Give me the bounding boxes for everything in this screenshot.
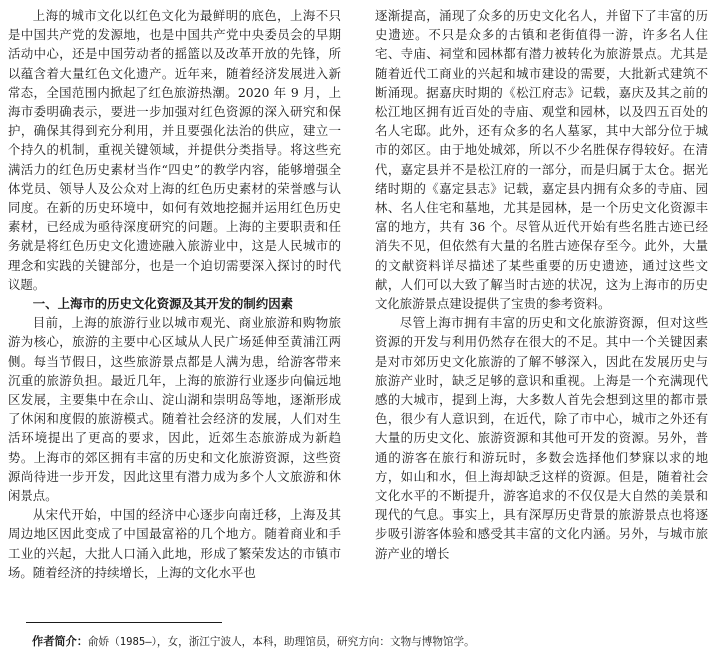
continued-paragraph: 逐渐提高，涌现了众多的历史文化名人，并留下了丰富的历史遗迹。不只是众多的古镇和老街值得一游，许多名人住宅、寺庙、祠堂和园林都有潜力被转化为旅游景点。尤其是随着近代工商业的兴起和城市建设的需要，大批新式建筑不断涌现。据嘉庆时期的《松江府志》记载，嘉庆及其之前的松江地区拥有近百处的寺庙、观堂和园林，以及四五百处的名人宅邸。此外，还有众多的名人墓冢，其中大部分位于城市的郊区。由于地处城郊，所以不少名胜保存得较好。在清代，嘉定县并不是松江府的一部分，而是归属于太仓。据光绪时期的《嘉定县志》记载，嘉定县内拥有众多的寺庙、园林、名人住宅和墓地，尤其是园林，是一个历史文化资源丰富的地方，共有 36 个。尽管从近代开始有些名胜古迹已经消失不见，但依然有大量的名胜古迹保存至今。此外，大量的文献资料详尽描述了某些重要的历史遗迹，通过这些文献，人们可以大致了解当时古迹的状况，这为上海市的历史文化旅游景点建设提供了宝贵的参考资料。 <box>375 8 708 312</box>
footnote-label: 作者简介： <box>32 635 88 648</box>
section-paragraph-2: 从宋代开始，中国的经济中心逐步向南迁移，上海及其周边地区因此变成了中国最富裕的几个地方。随着商业和手工业的兴起，大批人口涌入此地，形成了繁荣发达的市镇市场。随着经济的持续增长，上海的文化水平也 <box>8 507 341 580</box>
right-column <box>375 6 708 612</box>
footnote-divider <box>26 622 222 623</box>
intro-paragraph: 上海的城市文化以红色文化为最鲜明的底色，上海不只是中国共产党的发源地，也是中国共产党中央委员会的早期活动中心，还是中国劳动者的摇篮以及改革开放的先锋，所以蕴含着大量红色文化遗产。近年来，随着经济发展进入新常态，全国范围内掀起了红色旅游热潮。2020 年 9 月，上海市委明确表示，要进一步加强对红色资源的深入研究和保护，确保其得到充分利用，并且要强化法治的供应，建立一个持久的机制，重视关键领域，并提供分类指导。将这些充满活力的红色历史素材当作“四史”的教学内容，能够增强全体党员、领导人及公众对上海的红色历史素材的荣誉感与认同度。在新的历史环境中，如何有效地挖掘并运用红色历史素材，已经成为亟待深度研究的问题。上海的主要职责和任务就是将红色历史文化遗迹融入旅游业中，这是人民城市的理念和实践的关键部分，也是一个迫切需要深入探讨的时代议题。 <box>8 8 341 292</box>
section-paragraph-3: 尽管上海市拥有丰富的历史和文化旅游资源，但对这些资源的开发与利用仍然存在很大的不足。其中一个关键因素是对市郊历史文化旅游的了解不够深入，因此在发展历史与旅游产业时，缺乏足够的意识和重视。上海是一个充满现代感的大城市，提到上海，大多数人首先会想到这里的都市景色，很少有人意识到，在近代，除了市中心，城市之外还有大量的历史文化、旅游资源和其他可开发的资源。另外，普通的游客在旅行和游玩时，多数会选择他们梦寐以求的地方，如山和水，但上海却缺乏这样的资源。但是，随着社会文化水平的不断提升，游客追求的不仅仅是大自然的美景和现代的气息。事实上，具有深厚历史背景的旅游景点也将逐步吸引游客体验和感受其丰富的文化内涵。另外，与城市旅游产业的增长 <box>375 315 708 561</box>
section-paragraph-1: 目前，上海的旅游行业以城市观光、商业旅游和购物旅游为核心，旅游的主要中心区域从人民广场延伸至黄浦江两侧。每当节假日，这些旅游景点都是人满为患，给游客带来沉重的旅游负担。最近几年，上海的旅游行业逐步向偏远地区发展，主要集中在佘山、淀山湖和崇明岛等地，逐渐形成了休闲和度假的旅游模式。随着社会经济的发展，人们对生活环境提出了更高的要求，因此，近郊生态旅游成为新趋势。上海市的郊区拥有丰富的历史和文化旅游资源，这些资源尚待进一步开发，因此这里有潜力成为多个人文旅游和休闲景点。 <box>8 315 341 504</box>
two-column-body <box>8 6 708 612</box>
left-column <box>8 6 341 612</box>
section-heading: 一、上海市的历史文化资源及其开发的制约因素 <box>32 296 293 312</box>
footnote-text: 俞娇（1985—），女，浙江宁波人，本科，助理馆员，研究方向：文物与博物馆学。 <box>87 636 475 648</box>
author-footnote <box>32 634 702 650</box>
